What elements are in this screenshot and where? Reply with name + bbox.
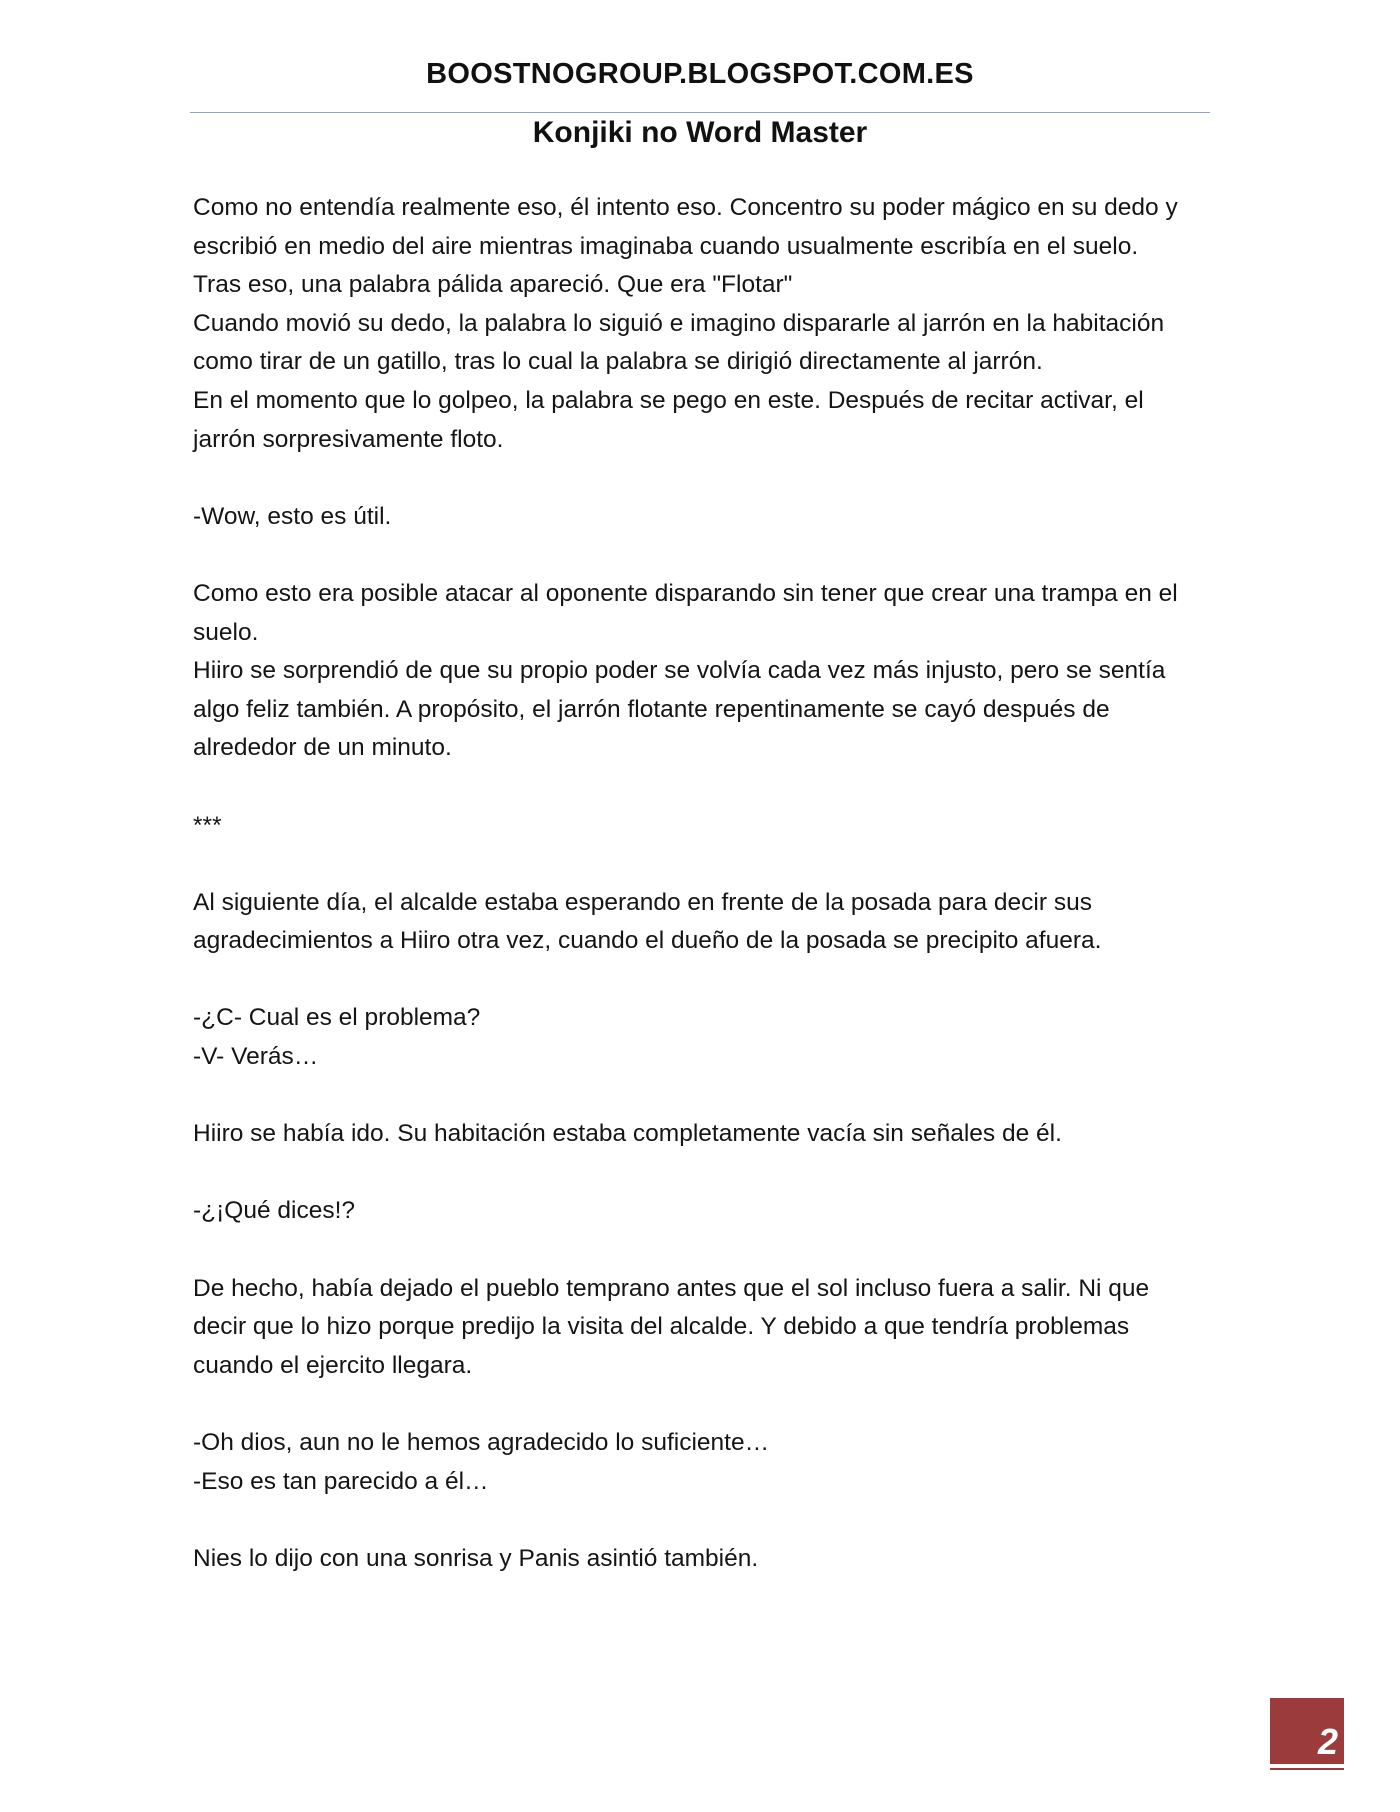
text-line: En el momento que lo golpeo, la palabra se pego en este. Después de recitar activar, el: [193, 386, 1144, 414]
paragraph: [193, 1540, 1223, 1579]
site-header: BOOSTNOGROUP.BLOGSPOT.COM.ES: [426, 58, 974, 90]
text-line: Hiiro se había ido. Su habitación estaba completamente vacía sin señales de él.: [193, 1120, 1062, 1148]
text-line: decir que lo hizo porque predijo la visita del alcalde. Y debido a que tendría problemas: [193, 1313, 1130, 1341]
text-line: -¿C- Cual es el problema?: [193, 1004, 481, 1032]
text-line: Nies lo dijo con una sonrisa y Panis asintió también.: [193, 1544, 759, 1572]
paragraph: [193, 1424, 1223, 1501]
text-line: escribió en medio del aire mientras imaginaba cuando usualmente escribía en el suelo.: [193, 232, 1139, 260]
text-line: -Eso es tan parecido a él…: [193, 1467, 489, 1495]
paragraph: [193, 1270, 1223, 1386]
text-line: Como esto era posible atacar al oponente disparando sin tener que crear una trampa en el: [193, 579, 1178, 607]
text-line: Hiiro se sorprendió de que su propio poder se volvía cada vez más injusto, pero se sentía: [193, 657, 1166, 685]
text-line: como tirar de un gatillo, tras lo cual la palabra se dirigió directamente al jarrón.: [193, 348, 1043, 376]
text-line: Como no entendía realmente eso, él intento eso. Concentro su poder mágico en su dedo y: [193, 194, 1178, 221]
text-line: Cuando movió su dedo, la palabra lo siguió e imagino dispararle al jarrón en la habitación: [193, 309, 1165, 337]
text-line: -¿¡Qué dices!?: [193, 1197, 356, 1225]
paragraph: [193, 575, 1223, 768]
text-line: -Wow, esto es útil.: [193, 502, 392, 530]
text-line: -Oh dios, aun no le hemos agradecido lo suficiente…: [193, 1429, 770, 1456]
text-line: agradecimientos a Hiiro otra vez, cuando el dueño de la posada se precipito afuera.: [193, 927, 1102, 955]
header-divider: [190, 112, 1210, 113]
paragraph: [193, 884, 1223, 961]
page-number-underline: [1270, 1768, 1344, 1770]
paragraph: [193, 189, 1223, 459]
text-line: jarrón sorpresivamente floto.: [193, 425, 504, 453]
paragraph: [193, 1192, 1223, 1231]
text-line: suelo.: [193, 618, 259, 646]
paragraph: [193, 498, 1223, 537]
page-number: 2: [1317, 1721, 1338, 1762]
text-line: alrededor de un minuto.: [193, 734, 452, 762]
body-text: [193, 189, 1223, 1617]
paragraph: [193, 999, 1223, 1076]
paragraph: [193, 1115, 1223, 1154]
text-line: Al siguiente día, el alcalde estaba esperando en frente de la posada para decir sus: [193, 888, 1092, 916]
document-title: Konjiki no Word Master: [532, 116, 868, 149]
text-line: algo feliz también. A propósito, el jarrón flotante repentinamente se cayó después de: [193, 695, 1110, 723]
text-line: ***: [193, 811, 222, 839]
text-line: De hecho, había dejado el pueblo temprano antes que el sol incluso fuera a salir. Ni que: [193, 1274, 1150, 1302]
page-number-badge: [1270, 1698, 1344, 1764]
text-line: -V- Verás…: [193, 1043, 319, 1071]
text-line: Tras eso, una palabra pálida apareció. Que era "Flotar": [193, 271, 793, 299]
text-line: cuando el ejercito llegara.: [193, 1351, 473, 1379]
paragraph: [193, 807, 1223, 846]
